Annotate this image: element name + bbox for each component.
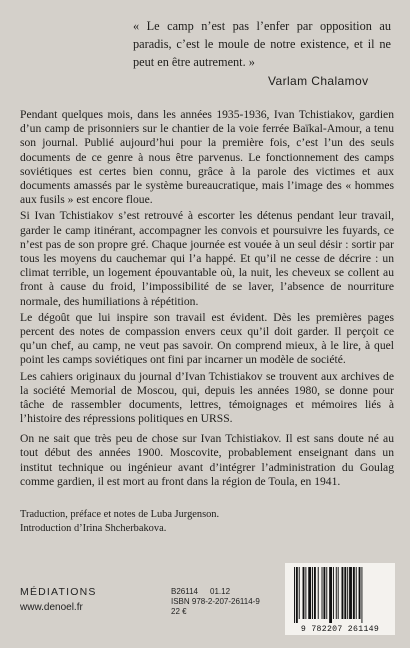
barcode-bar	[299, 567, 300, 619]
introduction-credit: Introduction d’Irina Shcherbakova.	[20, 523, 167, 534]
epigraph-quote: « Le camp n’est pas l’enfer par opposition au paradis, c’est le moule de notre existence, et il ne peut en être autrement. »	[133, 19, 391, 69]
barcode-digits: 9 782207 261149	[300, 625, 380, 634]
barcode-bar	[314, 567, 316, 619]
blurb-paragraph: Si Ivan Tchistiakov s’est retrouvé à escorter les détenus pendant leur travail, garder le camp itinérant, accompagner les convois et poursuivre les fuyards, ce n’est pas de son propre gré. Chaque journée est vouée à un seul désir : sortir par tous les moyens du cauchemar qui l’a happé. Et qu’il ne cesse de décrire : un climat terrible, un logement épouvantable où, la nuit, les cheveux se collent au front à cause du froid, l’impossibilité de se laver, l’absence de nourriture normale, des humiliations à répétition.	[20, 209, 394, 308]
barcode-bar	[349, 567, 352, 619]
barcode-bar	[338, 567, 339, 619]
author-bio: On ne sait que très peu de chose sur Ivan Tchistiakov. Il est sans doute né au tout début des années 1900. Moscovite, probablement enseignant dans un institut technique ou ingénieur avant d’intégrer l’administration du Goulag comme gardien, il est mort au front dans la région de Toula, en 1941.	[20, 432, 394, 488]
barcode-bar	[318, 567, 319, 619]
barcode-bar	[333, 567, 334, 619]
blurb-paragraph: Les cahiers originaux du journal d’Ivan Tchistiakov se trouvent aux archives de la société Memorial de Moscou, qui, depuis les années 1980, se donne pour tâche de rassembler documents, lettres, témoignages et mémoires liés à l’histoire des répressions politiques en URSS.	[20, 369, 394, 426]
blurb-paragraph: Le dégoût que lui inspire son travail est évident. Dès les premières pages percent des notes de compassion envers ceux qu’il doit garder. Il perçoit ce qu’un chef, au camp, ne veut pas savoir. On comprend mieux, à le lire, à quel point les camps soviétiques ont fini par incarner un modèle de société.	[20, 310, 394, 367]
barcode-bar	[326, 567, 327, 619]
barcode-bar	[305, 567, 306, 619]
barcode-bar	[361, 567, 362, 623]
barcode-bar	[347, 567, 348, 619]
print-date: 01.12	[210, 587, 231, 596]
publisher-website: www.denoel.fr	[20, 602, 83, 613]
barcode-bar	[344, 567, 346, 619]
barcode-bar	[336, 567, 337, 619]
barcode-bar	[356, 567, 357, 619]
barcode-bar	[359, 567, 361, 619]
collection-logo: MÉDIATIONS	[20, 586, 97, 598]
credits	[20, 508, 320, 536]
product-code: B26114	[171, 587, 198, 596]
price: 22 €	[171, 607, 187, 616]
barcode-bar	[323, 567, 325, 619]
barcode-bar	[308, 567, 311, 619]
blurb-paragraph: Pendant quelques mois, dans les années 1935-1936, Ivan Tchistiakov, gardien d’un camp de prisonniers sur le chantier de la voie ferrée Baïkal-Amour, a tenu son journal. Publié aujourd’hui pour la première fois, c’est l’un des seuls documents de ce genre à nous être parvenus. Le fonctionnement des camps soviétiques est certes bien connu, grâce à la parole des victimes et aux documents amassés par le système bureaucratique, mais l’image des « hommes aux fusils » est encore floue.	[20, 108, 394, 207]
barcode-bar	[303, 567, 305, 619]
barcode-bar	[294, 567, 295, 623]
barcode-bar	[353, 567, 355, 619]
barcode-bar	[342, 567, 344, 619]
translation-credit: Traduction, préface et notes de Luba Jurgenson.	[20, 509, 220, 520]
isbn-number: ISBN 978-2-207-26114-9	[171, 597, 260, 606]
barcode-bar	[312, 567, 313, 619]
blurb	[20, 108, 394, 426]
barcode-bar	[322, 567, 323, 619]
barcode-bar	[329, 567, 332, 623]
barcode-bars-icon	[292, 567, 388, 623]
barcode	[285, 563, 395, 635]
barcode-bar	[296, 567, 298, 623]
isbn-block	[171, 587, 260, 617]
epigraph-author: Varlam Chalamov	[268, 74, 369, 88]
